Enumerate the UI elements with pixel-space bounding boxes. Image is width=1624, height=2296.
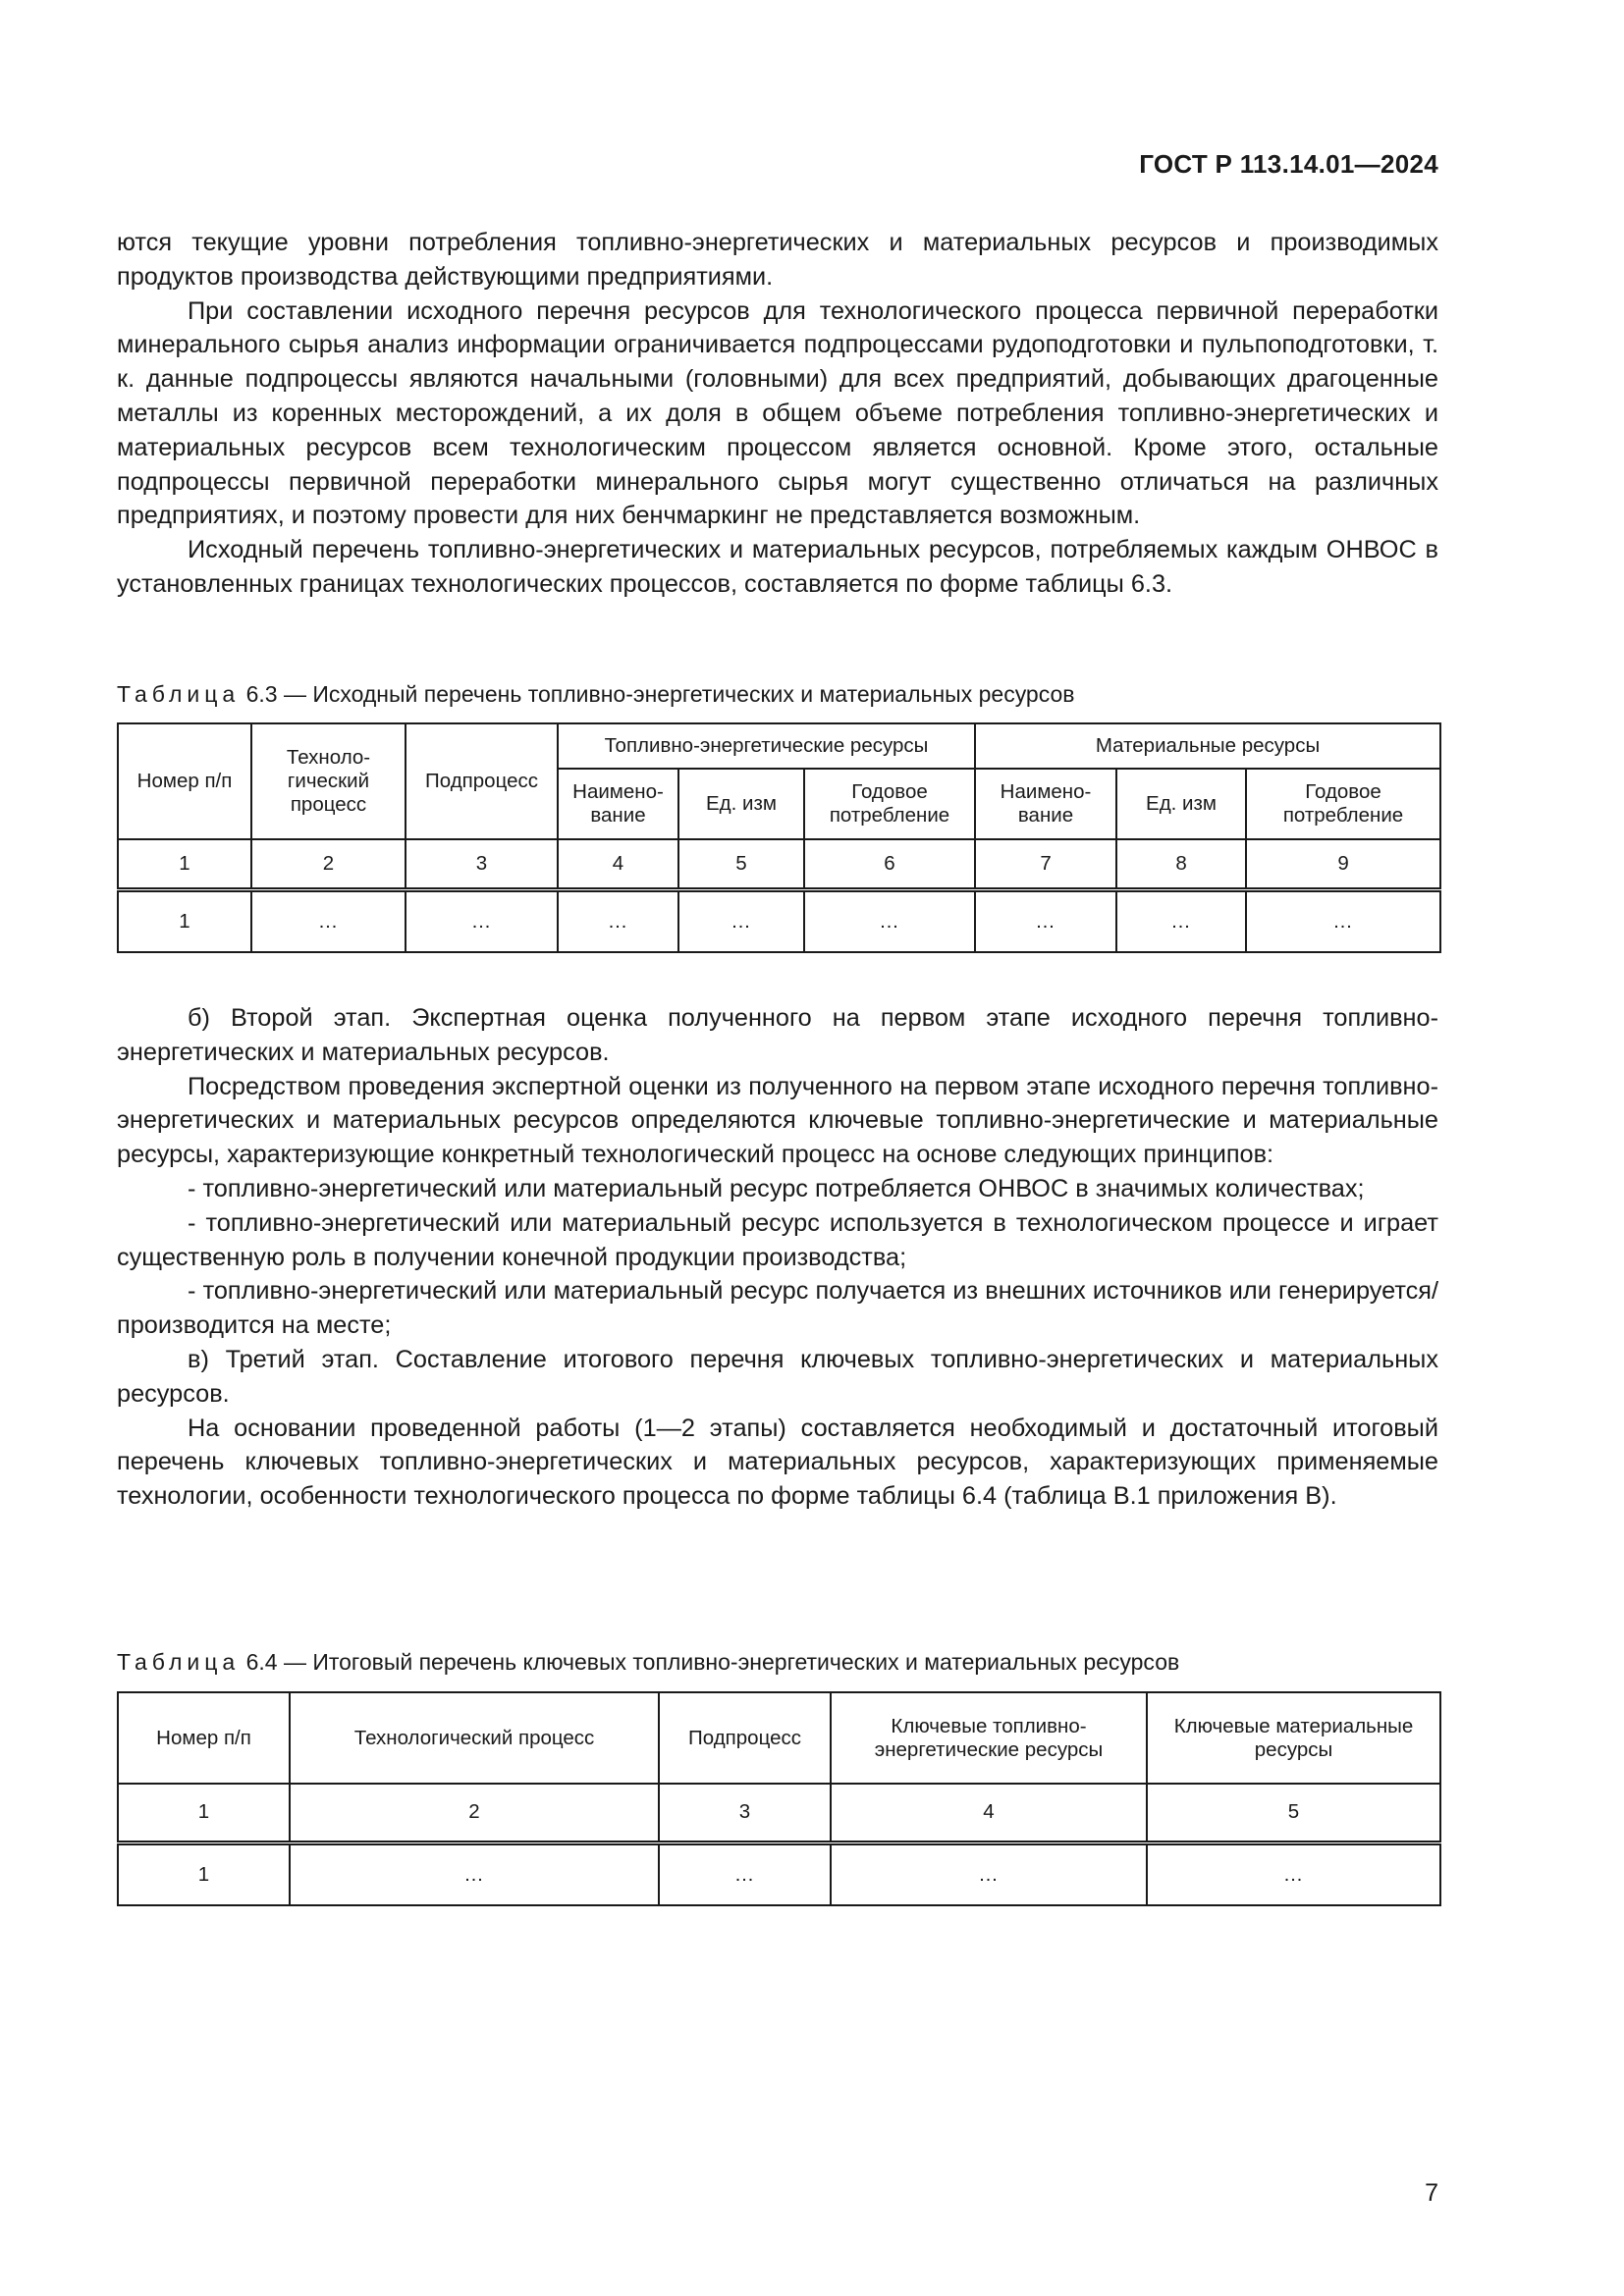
column-number: 8 [1116,839,1246,889]
header-subprocess: Подпроцесс [659,1692,831,1784]
column-number: 4 [831,1784,1147,1842]
column-number: 2 [290,1784,659,1842]
ellipsis-cell: … [558,889,678,952]
header-material-name: Наимено- вание [975,769,1116,839]
body-text-block-2 [117,1001,1438,1514]
table-label: Таблица [117,681,241,707]
column-number: 5 [1147,1784,1440,1842]
paragraph: При составлении исходного перечня ресурсов для технологического процесса первичной переработки минерального сырья анализ информации ограничивается подпроцессами рудоподготовки и пульпоподготовки, т. к. данные подпроцессы являются начальными (головными) для всех предприятий, добывающих драгоценные металлы из коренных месторождений, а их доля в общем объеме потребления топливно-энергетических и материальных ресурсов всем технологическим процессом является основной. Кроме этого, остальные подпроцессы первичной переработки минерального сырья могут существенно отличаться на различных предприятиях, и поэтому провести для них бенчмаркинг не представляется возможным. [117,296,1438,530]
header-fuel-name: Наимено- вание [558,769,678,839]
column-number: 6 [804,839,975,889]
header-number: Номер п/п [118,1692,290,1784]
document-code: ГОСТ Р 113.14.01—2024 [1139,149,1438,179]
table-6-3 [117,722,1441,953]
row-number: 1 [118,1842,290,1905]
table-6-3-caption [117,681,1075,708]
ellipsis-cell: … [804,889,975,952]
paragraph: ются текущие уровни потребления топливно-энергетических и материальных ресурсов и производимых продуктов производства действующими предприятиями. [117,229,1438,291]
header-subprocess: Подпроцесс [406,723,558,839]
column-number: 1 [118,839,251,889]
table-6-4-caption [117,1649,1179,1676]
header-process: Технологический процесс [290,1692,659,1784]
page-number: 7 [1425,2179,1438,2207]
header-material-resources: Материальные ресурсы [975,723,1440,769]
list-item: - топливно-энергетический или материальный ресурс получается из внешних источников или генерируется/производится на месте; [117,1277,1438,1340]
ellipsis-cell: … [1147,1842,1440,1905]
paragraph: в) Третий этап. Составление итогового перечня ключевых топливно-энергетических и материальных ресурсов. [117,1345,1438,1408]
header-process: Техноло- гический процесс [251,723,406,839]
table-label: Таблица [117,1649,241,1675]
ellipsis-cell: … [975,889,1116,952]
header-key-material-resources: Ключевые материальные ресурсы [1147,1692,1440,1784]
table-caption-text: 6.4 — Итоговый перечень ключевых топливно-энергетических и материальных ресурсов [245,1649,1180,1675]
body-text-block-1 [117,226,1438,602]
paragraph: Посредством проведения экспертной оценки из полученного на первом этапе исходного перечня топливно-энергетических и материальных ресурсов определяются ключевые топливно-энергетические и материальные ресурсы, характеризующие конкретный технологический процесс на основе следующих принципов: [117,1072,1438,1169]
column-number: 3 [406,839,558,889]
ellipsis-cell: … [406,889,558,952]
column-number: 7 [975,839,1116,889]
header-material-annual: Годовое потребление [1246,769,1440,839]
header-fuel-unit: Ед. изм [678,769,804,839]
ellipsis-cell: … [659,1842,831,1905]
table-6-4 [117,1691,1441,1906]
ellipsis-cell: … [251,889,406,952]
column-number: 5 [678,839,804,889]
column-number: 4 [558,839,678,889]
column-number: 2 [251,839,406,889]
ellipsis-cell: … [1246,889,1440,952]
column-number: 9 [1246,839,1440,889]
header-key-fuel-resources: Ключевые топливно- энергетические ресурсы [831,1692,1147,1784]
table-caption-text: 6.3 — Исходный перечень топливно-энергетических и материальных ресурсов [245,681,1075,707]
header-fuel-resources: Топливно-энергетические ресурсы [558,723,975,769]
ellipsis-cell: … [831,1842,1147,1905]
paragraph: На основании проведенной работы (1—2 этапы) составляется необходимый и достаточный итоговый перечень ключевых топливно-энергетических и материальных ресурсов, характеризующих применяемые технологии, особенности технологического процесса по форме таблицы 6.4 (таблица В.1 приложения В). [117,1414,1438,1511]
paragraph: б) Второй этап. Экспертная оценка полученного на первом этапе исходного перечня топливно-энергетических и материальных ресурсов. [117,1004,1438,1066]
ellipsis-cell: … [1116,889,1246,952]
list-item: - топливно-энергетический или материальный ресурс используется в технологическом процессе и играет существенную роль в получении конечной продукции производства; [117,1208,1438,1271]
column-number: 1 [118,1784,290,1842]
header-material-unit: Ед. изм [1116,769,1246,839]
header-number: Номер п/п [118,723,251,839]
row-number: 1 [118,889,251,952]
header-fuel-annual: Годовое потребление [804,769,975,839]
column-number: 3 [659,1784,831,1842]
ellipsis-cell: … [678,889,804,952]
list-item: - топливно-энергетический или материальный ресурс потребляется ОНВОС в значимых количествах; [188,1174,1365,1202]
ellipsis-cell: … [290,1842,659,1905]
paragraph: Исходный перечень топливно-энергетических и материальных ресурсов, потребляемых каждым ОНВОС в установленных границах технологических процессов, составляется по форме таблицы 6.3. [117,536,1438,598]
